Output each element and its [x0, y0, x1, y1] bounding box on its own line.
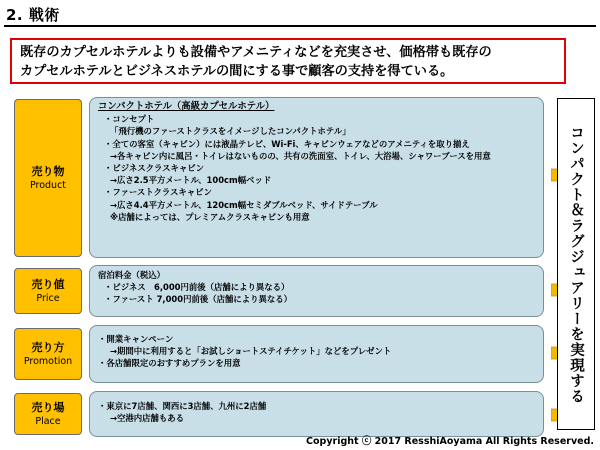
promotion-content — [89, 325, 544, 383]
product-heading: コンパクトホテル（高級カプセルホテル） — [98, 101, 275, 112]
place-label — [14, 393, 82, 435]
summary-vertical-text: コンパクト＆ラグジュアリーを実現する — [568, 124, 584, 404]
price-label-jp: 売り値 — [31, 277, 65, 291]
product-line: →各キャビン内に風呂・トイレはないものの、共有の洗面室、トイレ、大浴場、シャワーブースを用意 — [110, 150, 491, 161]
product-line: ※店舗によっては、プレミアムクラスキャビンも用意 — [110, 211, 310, 222]
product-label — [14, 99, 82, 257]
promotion-line: ・開業キャンペーン — [98, 334, 174, 344]
price-heading: 宿泊料金（税込） — [98, 270, 165, 280]
product-line: ・ビジネスクラスキャビン — [104, 163, 204, 174]
copyright: Copyright ⓒ 2017 ResshiAoyama All Rights Reserved. — [306, 436, 594, 447]
price-label-en: Price — [36, 292, 60, 304]
product-line: →広さ4.4平方メートル、120cm幅セミダブルベッド、サイドテーブル — [110, 199, 378, 210]
product-label-jp: 売り物 — [31, 164, 65, 178]
headline-line-2: カプセルホテルとビジネスホテルの間にする事で顧客の支持を得ている。 — [20, 64, 454, 79]
price-line: ・ファースト 7,000円前後（店舗により異なる） — [104, 294, 292, 305]
promotion-label — [14, 328, 82, 380]
title-underline — [4, 25, 596, 27]
product-content — [89, 97, 544, 258]
page-title: 2. 戦術 — [6, 6, 60, 24]
headline-box — [10, 38, 566, 84]
price-label — [14, 268, 82, 314]
place-content — [89, 391, 544, 437]
product-line: ・コンセプト — [104, 114, 155, 125]
promotion-line: ・各店舗限定のおすすめプランを用意 — [98, 358, 241, 369]
promotion-label-jp: 売り方 — [31, 340, 65, 354]
place-label-en: Place — [35, 415, 61, 427]
product-line: 「飛行機のファーストクラスをイメージしたコンパクトホテル」 — [110, 126, 351, 137]
promotion-label-en: Promotion — [23, 355, 73, 367]
product-line: →広さ2.5平方メートル、100cm幅ベッド — [110, 175, 272, 186]
price-line: ・ビジネス 6,000円前後（店舗により異なる） — [104, 282, 290, 293]
promotion-line: →期間中に利用すると「お試しショートステイチケット」などをプレゼント — [110, 346, 392, 357]
place-line: →空港内店舗もある — [110, 413, 185, 424]
place-label-jp: 売り場 — [31, 400, 65, 414]
price-content — [89, 265, 544, 317]
product-line: ・ファーストクラスキャビン — [104, 187, 212, 198]
headline-line-1: 既存のカプセルホテルよりも設備やアメニティなどを充実させ、価格帯も既存の — [20, 45, 492, 60]
product-label-en: Product — [29, 179, 67, 191]
place-line: ・東京に7店舗、関西に3店舗、九州に2店舗 — [98, 401, 267, 411]
product-line: ・全ての客室（キャビン）には液晶テレビ、Wi-Fi、キャビンウェアなどのアメニティを取り揃え — [104, 138, 470, 149]
